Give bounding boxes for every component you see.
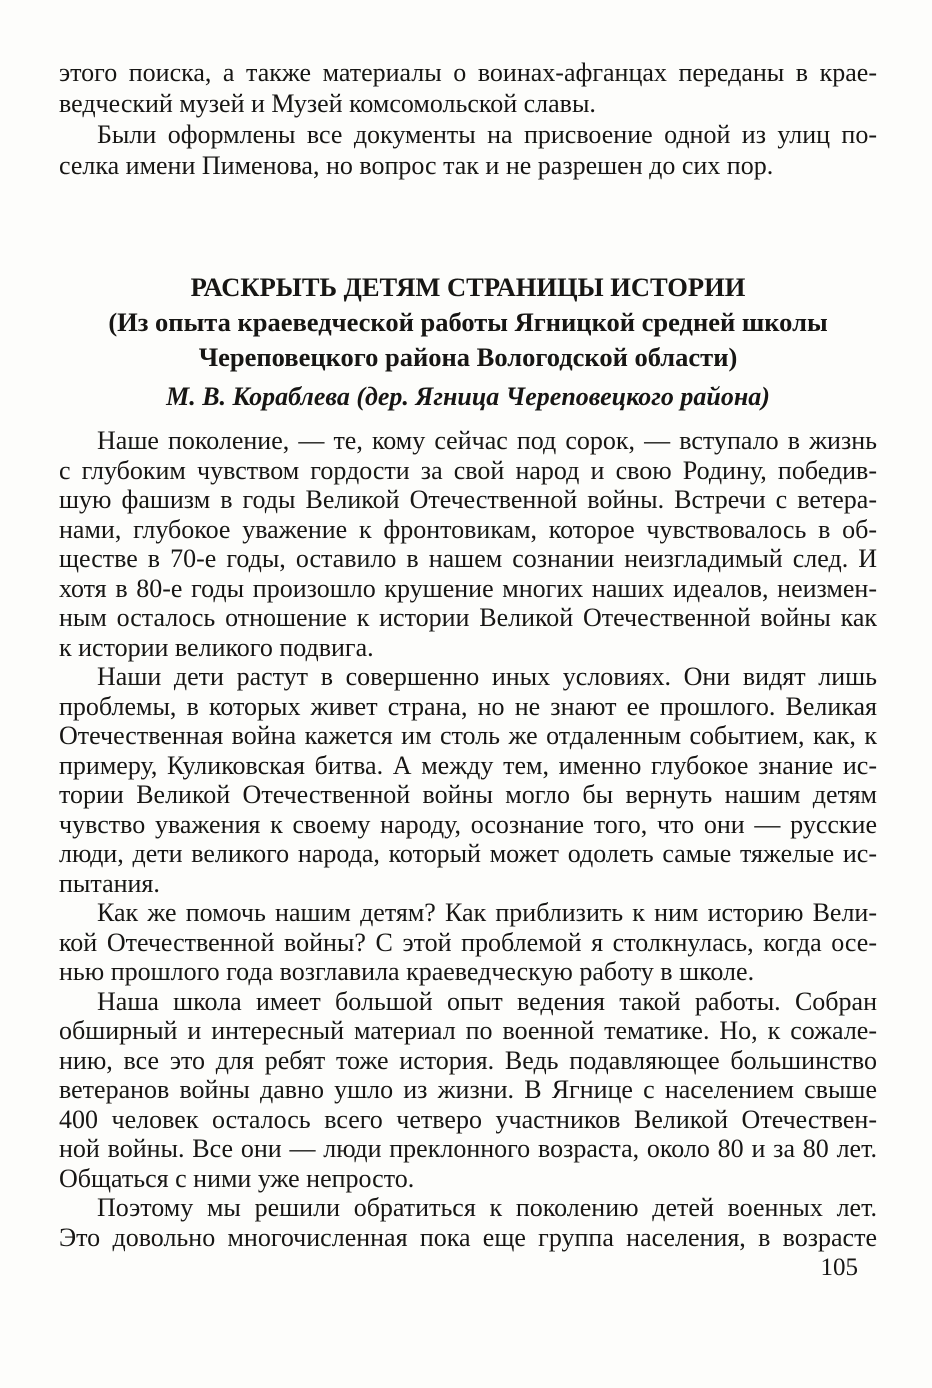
body-paragraph (59, 898, 877, 987)
paragraph (59, 119, 877, 181)
article-subtitle-line: (Из опыта краеведческой работы Ягницкой средней школы (108, 307, 828, 337)
article-subtitle-line: Череповецкого района Вологодской области) (198, 342, 738, 372)
text-line: Были оформлены все документы на присвоение одной из улиц по- (97, 120, 877, 149)
body-paragraph (59, 426, 877, 662)
text-line: селка имени Пименова, но вопрос так и не разрешен до сих пор. (59, 151, 774, 180)
author-line: М. В. Кораблева (дер. Ягница Череповецкого района) (166, 382, 770, 411)
text-line: Наше поколение, — те, кому сейчас под сорок, — вступало в жизнь (97, 426, 877, 455)
article-heading (59, 270, 877, 375)
article-body (59, 426, 877, 1252)
text-line: ществе в 70-е годы, оставило в нашем сознании неизгладимый след. И (59, 544, 877, 573)
text-line: чувство уважения к своему народу, осознание того, что они — русские (59, 809, 877, 839)
text-line: примеру, Куликовская битва. А между тем, именно глубокое знание ис- (59, 750, 877, 780)
text-line: этого поиска, а также материалы о воинах-афганцах переданы в крае- (59, 58, 877, 87)
text-line: тории Великой Отечественной войны могло бы вернуть нашим детям (59, 780, 877, 809)
text-line: нью прошлого года возглавила краеведческую работу в школе. (59, 957, 755, 986)
text-line: с глубоким чувством гордости за свой народ и свою Родину, победив- (59, 455, 877, 485)
article-title: РАСКРЫТЬ ДЕТЯМ СТРАНИЦЫ ИСТОРИИ (190, 272, 746, 302)
text-line: Наши дети растут в совершенно иных условиях. Они видят лишь (97, 662, 877, 691)
text-line: обширный и интересный материал по военной тематике. Но, к сожале- (59, 1016, 877, 1045)
text-line: нию, все это для ребят тоже история. Ведь подавляющее большинство (59, 1045, 877, 1075)
body-paragraph (59, 1193, 877, 1252)
text-line: Общаться с ними уже непросто. (59, 1163, 415, 1193)
text-line: Отечественная война кажется им столь же отдаленным событием, как, к (59, 721, 877, 750)
paragraph-continuation (59, 57, 877, 119)
text-line: ведческий музей и Музей комсомольской славы. (59, 89, 596, 118)
page-number: 105 (820, 1254, 858, 1281)
text-line: шую фашизм в годы Великой Отечественной войны. Встречи с ветера- (59, 485, 877, 514)
text-line: люди, дети великого народа, который может одолеть самые тяжелые ис- (59, 839, 877, 868)
text-line: Наша школа имеет большой опыт ведения такой работы. Собран (97, 986, 877, 1016)
text-line: Это довольно многочисленная пока еще группа населения, в возрасте (59, 1222, 877, 1252)
text-line: Поэтому мы решили обратиться к поколению детей военных лет. (97, 1193, 877, 1222)
text-line: нами, глубокое уважение к фронтовикам, которое чувствовалось в об- (59, 514, 877, 544)
text-line: ветеранов войны давно ушло из жизни. В Ягнице с населением свыше (59, 1075, 877, 1104)
text-line: Как же помочь нашим детям? Как приблизить к ним историю Вели- (97, 898, 877, 927)
body-paragraph (59, 987, 877, 1194)
text-line: проблемы, в которых живет страна, но не знают ее прошлого. Великая (59, 691, 877, 721)
text-line: пытания. (59, 868, 160, 898)
text-line: хотя в 80-е годы произошло крушение многих наших идеалов, неизмен- (59, 573, 877, 603)
text-column (59, 57, 877, 1252)
text-line: к истории великого подвига. (59, 632, 374, 662)
text-line: ным осталось отношение к истории Великой Отечественной войны как (59, 603, 877, 632)
body-paragraph (59, 662, 877, 898)
text-line: ной войны. Все они — люди преклонного возраста, около 80 и за 80 лет. (59, 1134, 877, 1163)
text-line: кой Отечественной войны? С этой проблемой я столкнулась, когда осе- (59, 927, 877, 957)
text-line: 400 человек осталось всего четверо участников Великой Отечествен- (59, 1104, 877, 1134)
